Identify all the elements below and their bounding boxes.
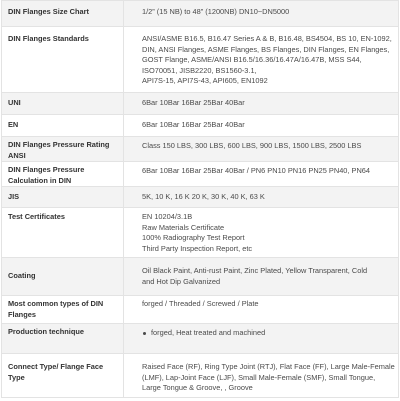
- table-row-production-technique: [2, 324, 399, 354]
- row-value-coating: [124, 258, 399, 296]
- table-row-coating: [2, 258, 399, 296]
- din-flanges-spec-table: [1, 0, 399, 398]
- value-line: ANSI/ASME B16.5, B16.47 Series A & B, B16.48, BS4504, BS 10, EN-1092,: [142, 34, 392, 43]
- value-line: 1/2” (15 NB) to 48” (1200NB) DN10~DN5000: [142, 7, 290, 16]
- row-label-standards: DIN Flanges Standards: [2, 27, 124, 93]
- row-value-common-types: [124, 296, 399, 324]
- row-label-size-chart: DIN Flanges Size Chart: [2, 1, 124, 27]
- row-label-connect-type: Connect Type/ Flange Face Type: [2, 354, 124, 398]
- value-line: ISO70051, JISB2220, BS1560-3.1,: [142, 65, 257, 75]
- table-row-pressure-rating-ansi: [2, 137, 399, 162]
- table-row-test-certificates: [2, 208, 399, 258]
- value-line: 5K, 10 K, 16 K 20 K, 30 K, 40 K, 63 K: [142, 191, 265, 201]
- row-label-pressure-rating-ansi: DIN Flanges Pressure Rating ANSI: [2, 137, 124, 162]
- value-line: 6Bar 10Bar 16Bar 25Bar 40Bar: [142, 120, 245, 130]
- value-line: Oil Black Paint, Anti-rust Paint, Zinc Plated, Yellow Transparent, Cold: [142, 266, 368, 275]
- list-item: forged, Heat treated and machined: [142, 328, 393, 339]
- table-row-jis: [2, 187, 399, 208]
- value-line: API7S-15, API7S-43, API605, EN1092: [142, 76, 268, 85]
- table-row-pressure-calculation-din: [2, 162, 399, 187]
- table-row-standards: [2, 27, 399, 93]
- value-line: 6Bar 10Bar 16Bar 25Bar 40Bar / PN6 PN10 PN16 PN25 PN40, PN64: [142, 166, 371, 175]
- value-line: 6Bar 10Bar 16Bar 25Bar 40Bar: [142, 98, 245, 108]
- row-label-jis: JIS: [2, 187, 124, 208]
- row-value-test-certificates: [124, 208, 399, 258]
- row-value-uni: [124, 93, 399, 115]
- row-value-jis: [124, 187, 399, 208]
- value-line: Class 150 LBS, 300 LBS, 600 LBS, 900 LBS, 1500 LBS, 2500 LBS: [142, 141, 362, 150]
- row-value-size-chart: [124, 1, 399, 27]
- row-value-en: [124, 115, 399, 137]
- value-line: 100% Radiography Test Report: [142, 233, 245, 242]
- row-value-pressure-calculation-din: [124, 162, 399, 187]
- value-line: EN 10204/3.1B: [142, 212, 193, 221]
- table-row-size-chart: [2, 1, 399, 27]
- row-label-coating: Coating: [2, 258, 124, 296]
- value-line: (LMF), Lap-Joint Face (LJF), Small Male-Female (SMF), Small Tongue,: [142, 372, 376, 382]
- value-line: Third Party Inspection Report, etc: [142, 243, 253, 253]
- row-label-test-certificates: Test Certificates: [2, 208, 124, 258]
- row-label-en: EN: [2, 115, 124, 137]
- value-line: Raw Materials Certificate: [142, 222, 225, 232]
- row-label-common-types: Most common types of DIN Flanges: [2, 296, 124, 324]
- value-line: Large Tongue & Groove, , Groove: [142, 383, 253, 392]
- row-label-uni: UNI: [2, 93, 124, 115]
- row-label-production-technique: Production technique: [2, 324, 124, 354]
- value-line: and Hot Dip Galvanized: [142, 276, 221, 286]
- table-row-common-types: [2, 296, 399, 324]
- table-row-en: [2, 115, 399, 137]
- table-row-uni: [2, 93, 399, 115]
- production-technique-list: [142, 328, 393, 339]
- value-line: forged / Threaded / Screwed / Plate: [142, 299, 259, 308]
- value-line: GOST Flange, ASME/ANSI B16.5/16.36/16.47A/16.47B, MSS S44,: [142, 55, 362, 64]
- row-value-connect-type: [124, 354, 399, 398]
- row-value-pressure-rating-ansi: [124, 137, 399, 162]
- row-value-production-technique: [124, 324, 399, 354]
- row-label-pressure-calculation-din: DIN Flanges Pressure Calculation in DIN: [2, 162, 124, 187]
- value-line: DIN, ANSI Flanges, ASME Flanges, BS Flanges, DIN Flanges, EN Flanges,: [142, 44, 390, 54]
- table-row-connect-type: [2, 354, 399, 398]
- row-value-standards: [124, 27, 399, 93]
- value-line: Raised Face (RF), Ring Type Joint (RTJ), Flat Face (FF), Large Male-Female: [142, 362, 395, 371]
